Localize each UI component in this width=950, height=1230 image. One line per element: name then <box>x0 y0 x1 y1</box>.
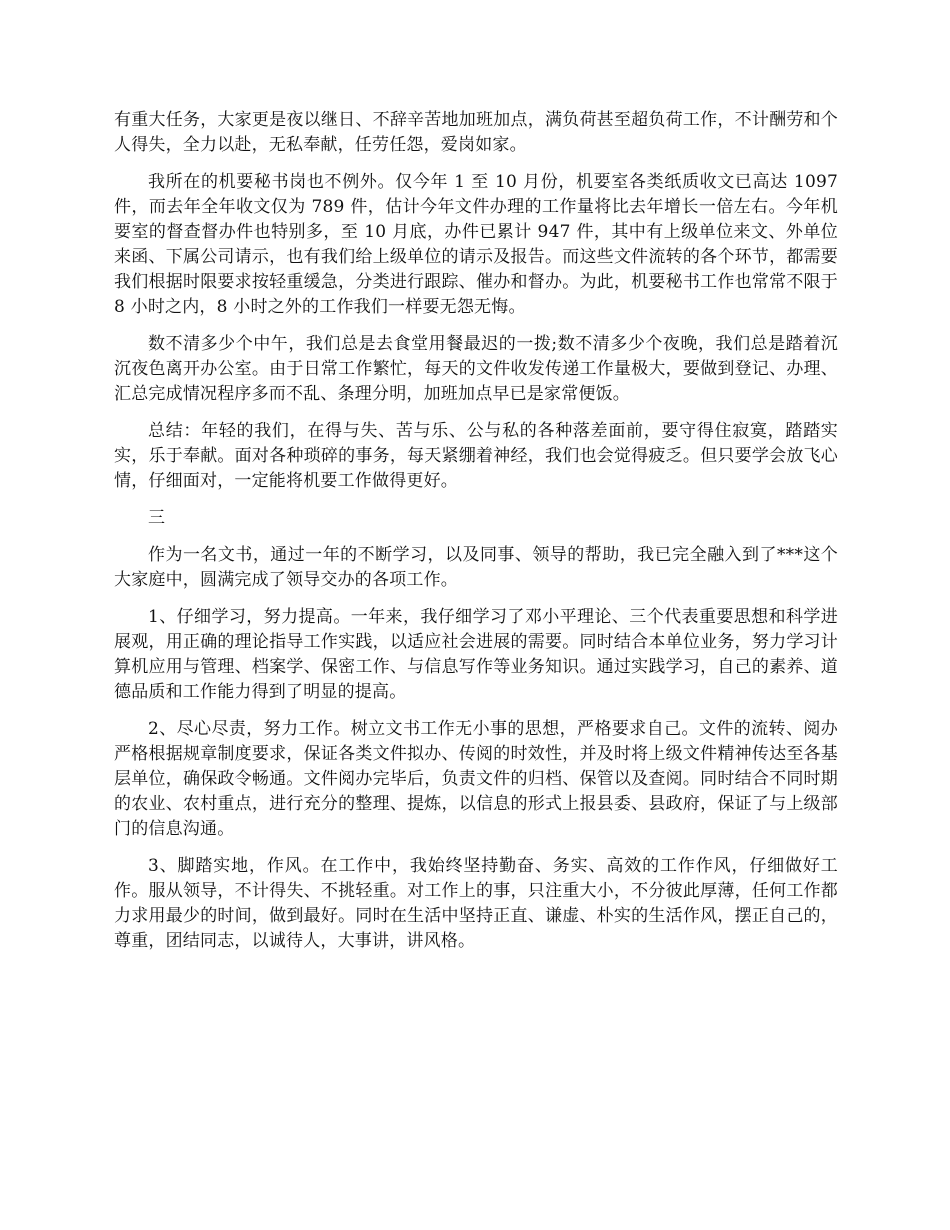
paragraph-item-3: 3、脚踏实地，作风。在工作中，我始终坚持勤奋、务实、高效的工作作风，仔细做好工作。服从领导，不计得失、不挑轻重。对工作上的事，只注重大小，不分彼此厚薄，任何工作都力求用最少的时间，做到最好。同时在生活中坚持正直、谦虚、朴实的生活作风，摆正自己的，尊重，团结同志，以诚待人，大事讲，讲风格。 <box>114 856 838 951</box>
section-heading-three: 三 <box>148 508 165 528</box>
paragraph-summary: 总结：年轻的我们，在得与失、苦与乐、公与私的各种落差面前，要守得住寂寞，踏踏实实，乐于奉献。面对各种琐碎的事务，每天紧绷着神经，我们也会觉得疲乏。但只要学会放飞心情，仔细面对，一定能将机要工作做得更好。 <box>114 421 838 491</box>
paragraph-confidential-secretary: 我所在的机要秘书岗也不例外。仅今年 1 至 10 月份，机要室各类纸质收文已高达 1097 件，而去年全年收文仅为 789 件，估计今年文件办理的工作量将比去年增长一倍左右。今年机要室的督查督办件也特别多，至 10 月底，办件已累计 947 件，其中有上级单位来文、外单位来函、下属公司请示，也有我们给上级单位的请示及报告。而这些文件流转的各个环节，都需要我们根据时限要求按轻重缓急，分类进行跟踪、催办和督办。为此，机要秘书工作也常常不限于 8 小时之内，8 小时之外的工作我们一样要无怨无悔。 <box>114 172 838 317</box>
paragraph-item-2: 2、尽心尽责，努力工作。树立文书工作无小事的思想，严格要求自己。文件的流转、阅办严格根据规章制度要求，保证各类文件拟办、传阅的时效性，并及时将上级文件精神传达至各基层单位，确保政令畅通。文件阅办完毕后，负责文件的归档、保管以及查阅。同时结合不同时期的农业、农村重点，进行充分的整理、提炼，以信息的形式上报县委、县政府，保证了与上级部门的信息沟通。 <box>114 719 838 839</box>
paragraph-intro-clerk: 作为一名文书，通过一年的不断学习，以及同事、领导的帮助，我已完全融入到了***这个大家庭中，圆满完成了领导交办的各项工作。 <box>114 545 838 590</box>
paragraph-overtime: 数不清多少个中午，我们总是去食堂用餐最迟的一拨;数不清多少个夜晚，我们总是踏着沉沉夜色离开办公室。由于日常工作繁忙，每天的文件收发传递工作量极大，要做到登记、办理、汇总完成情况程序多而不乱、条理分明，加班加点早已是家常便饭。 <box>114 334 838 404</box>
document-body <box>114 108 838 966</box>
paragraph-item-1: 1、仔细学习，努力提高。一年来，我仔细学习了邓小平理论、三个代表重要思想和科学进展观，用正确的理论指导工作实践，以适应社会进展的需要。同时结合本单位业务，努力学习计算机应用与管理、档案学、保密工作、与信息写作等业务知识。通过实践学习，自己的素养、道德品质和工作能力得到了明显的提高。 <box>114 607 838 702</box>
paragraph-continuation: 有重大任务，大家更是夜以继日、不辞辛苦地加班加点，满负荷甚至超负荷工作，不计酬劳和个人得失，全力以赴，无私奉献，任劳任怨，爱岗如家。 <box>114 110 838 155</box>
